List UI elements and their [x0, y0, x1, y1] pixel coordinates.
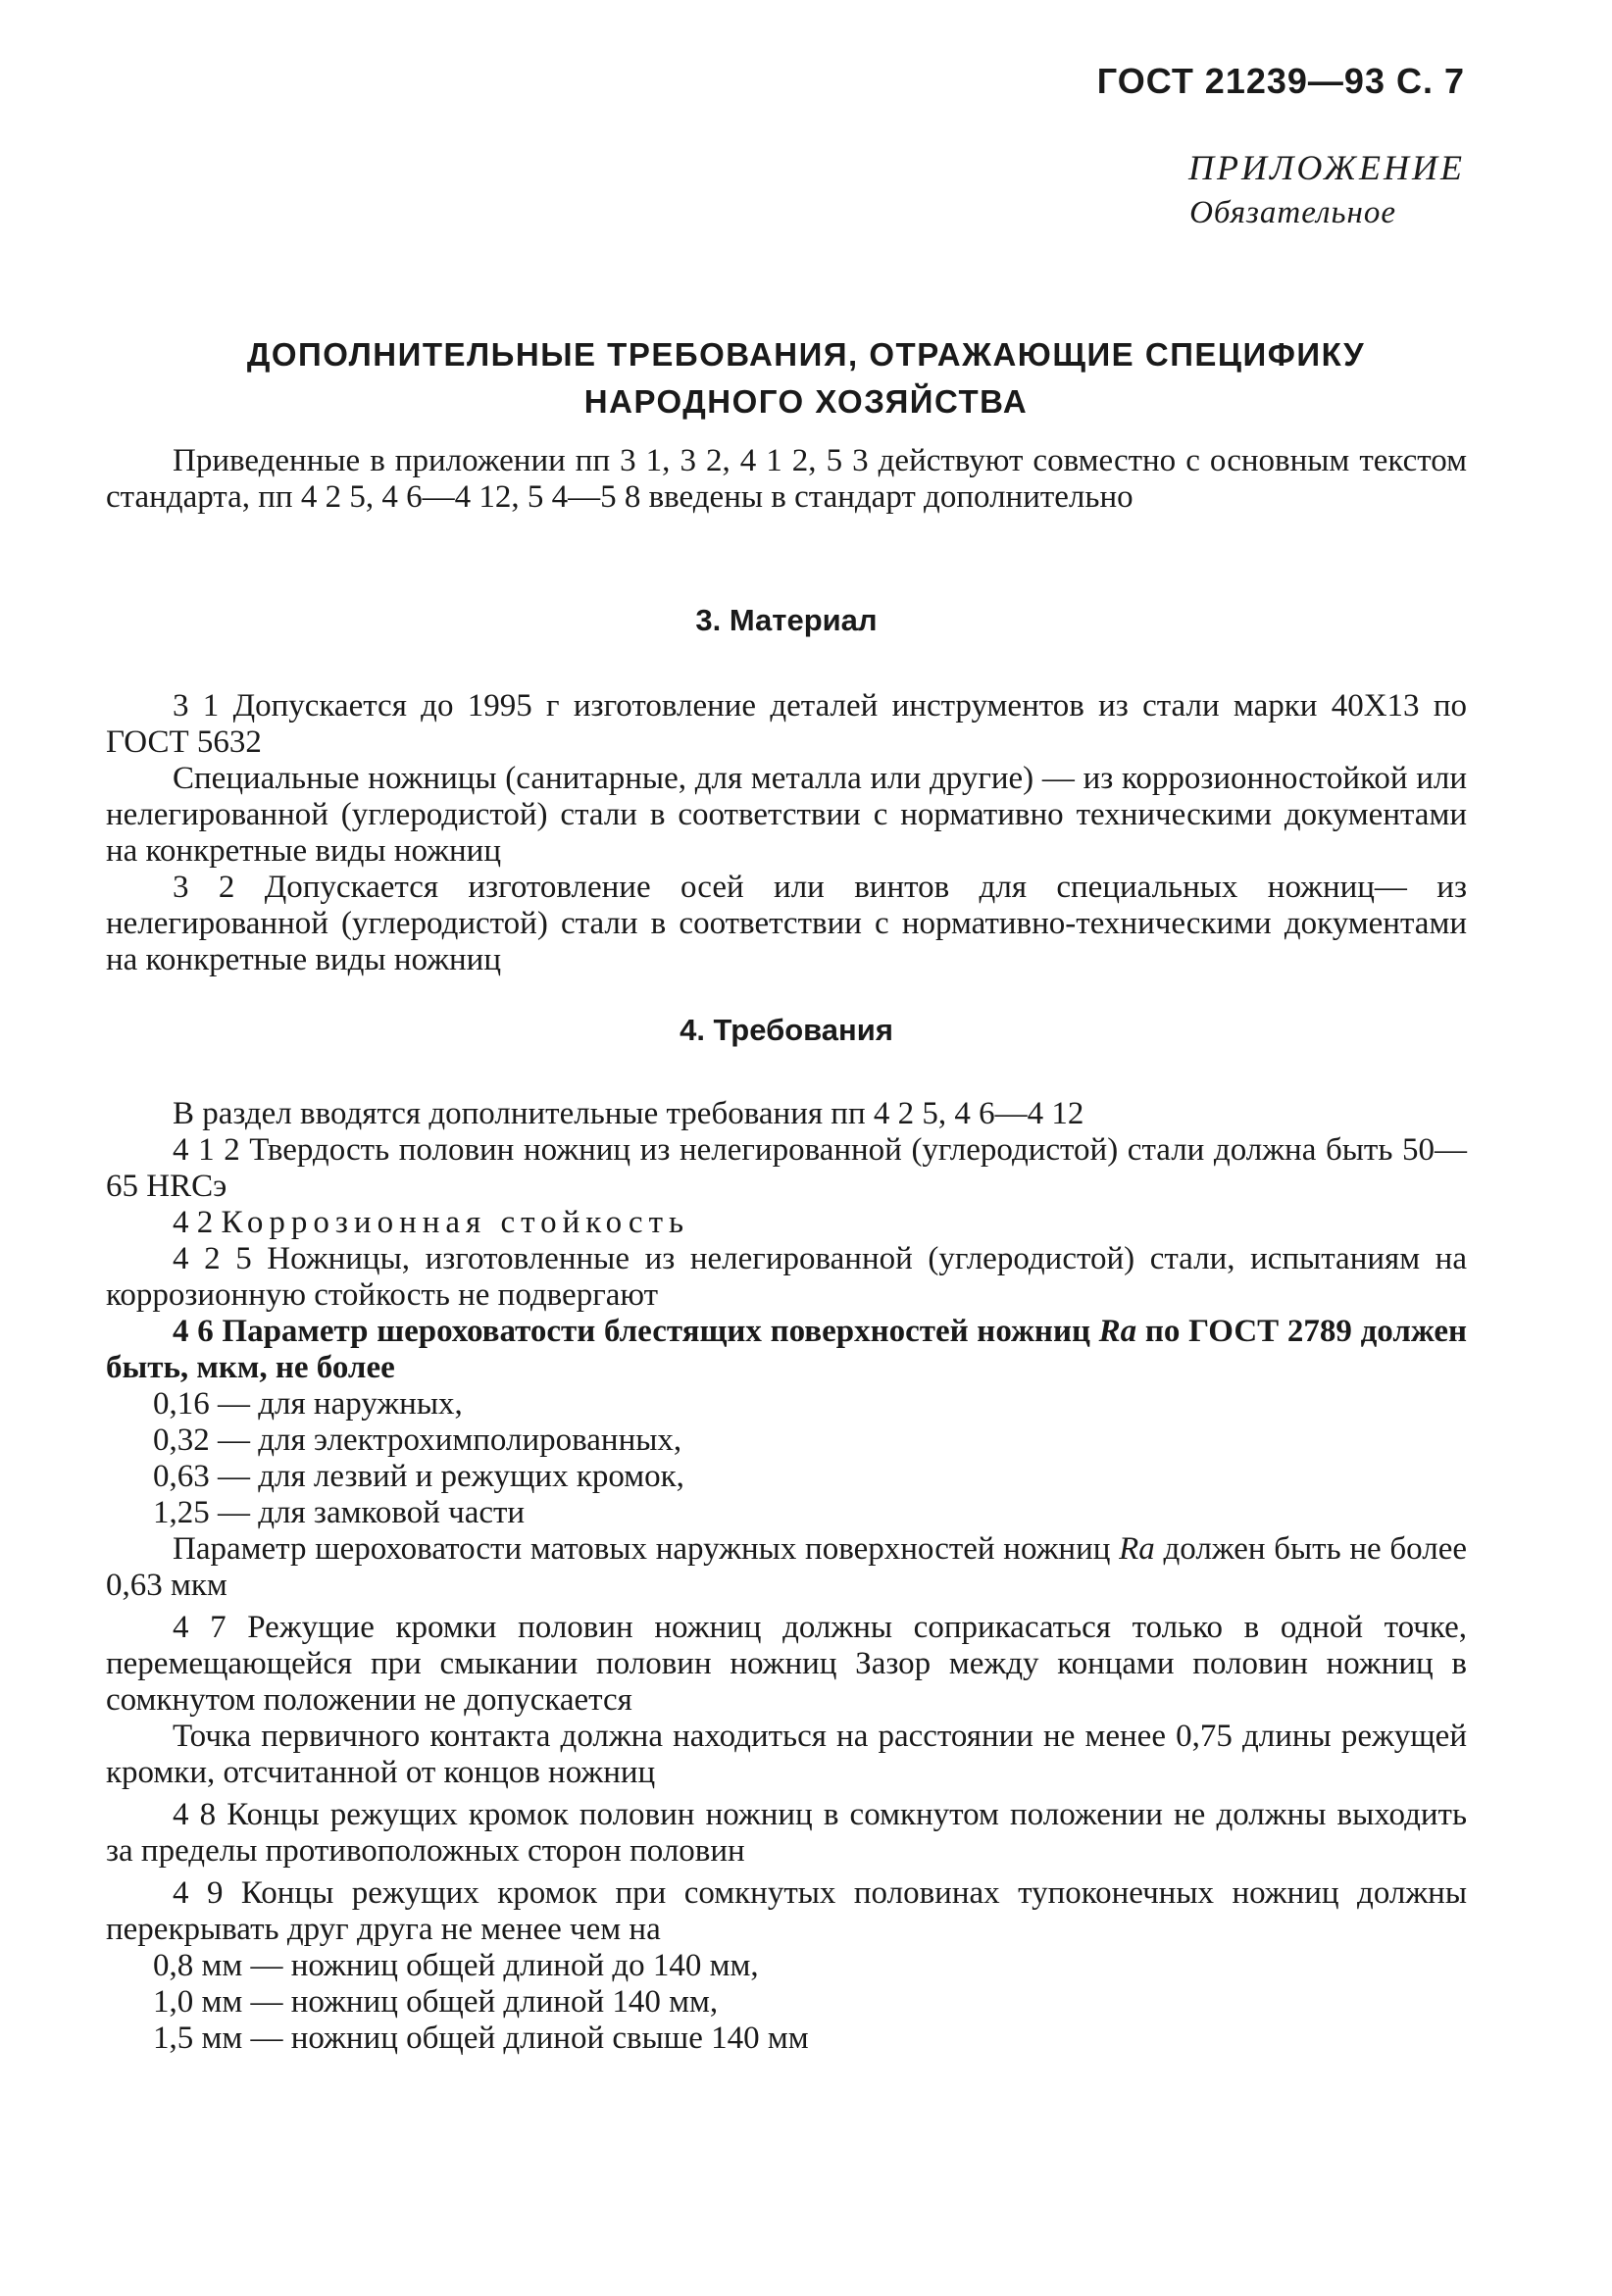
appendix-label	[1188, 145, 1465, 235]
clause-3-2: 3 2 Допускается изготовление осей или винтов для специальных ножниц— из нелегированной (углеродистой) стали в соответствии с нормативно-техническими документами на конкретные виды ножниц	[106, 870, 1467, 977]
list-item: 0,63 — для лезвий и режущих кромок,	[153, 1459, 684, 1494]
clause-4-6-text-a: 4 6 Параметр шероховатости блестящих поверхностей ножниц	[173, 1314, 1099, 1349]
section-4-body	[106, 1096, 1467, 2057]
appendix-type: Обязательное	[1189, 195, 1396, 230]
clause-4-1-2: 4 1 2 Твердость половин ножниц из нелегированной (углеродистой) стали должна быть 50—65 HRCэ	[106, 1132, 1467, 1204]
document-title-line-2: НАРОДНОГО ХОЗЯЙСТВА	[583, 383, 1029, 420]
clause-4-2	[106, 1205, 1467, 1241]
intro-block	[106, 443, 1467, 516]
clause-4-2-title: Коррозионная стойкость	[221, 1205, 690, 1240]
clause-4-2-5: 4 2 5 Ножницы, изготовленные из нелегированной (углеродистой) стали, испытаниям на коррозионную стойкость не подвергают	[106, 1241, 1467, 1313]
clause-4-6-matte-text-a: Параметр шероховатости матовых наружных поверхностей ножниц	[173, 1531, 1120, 1567]
document-title-line-1: ДОПОЛНИТЕЛЬНЫЕ ТРЕБОВАНИЯ, ОТРАЖАЮЩИЕ СПЕЦИФИКУ	[246, 336, 1366, 373]
section-3	[106, 602, 1467, 638]
list-item: 0,32 — для электрохимполированных,	[153, 1423, 682, 1458]
section-3-body	[106, 688, 1467, 978]
clause-4-6-matte-text-b: должен быть не более 0,63 мкм	[106, 1531, 1467, 1603]
clause-4-7: 4 7 Режущие кромки половин ножниц должны соприкасаться только в одной точке, перемещающейся при смыкании половин ножниц Зазор между концами половин ножниц в сомкнутом положении не допускается	[106, 1610, 1467, 1718]
list-item: 0,16 — для наружных,	[153, 1386, 463, 1422]
clause-3-1: 3 1 Допускается до 1995 г изготовление деталей инструментов из стали марки 40Х13 по ГОСТ 5632	[106, 688, 1467, 760]
list-item: 1,25 — для замковой части	[153, 1495, 526, 1530]
clause-4-9: 4 9 Концы режущих кромок при сомкнутых половинах тупоконечных ножниц должны перекрывать друг друга не менее чем на	[106, 1875, 1467, 1947]
list-item: 1,5 мм — ножниц общей длиной свыше 140 мм	[153, 2021, 809, 2056]
section-4	[106, 1012, 1467, 1048]
intro-paragraph: Приведенные в приложении пп 3 1, 3 2, 4 1 2, 5 3 действуют совместно с основным текстом стандарта, пп 4 2 5, 4 6—4 12, 5 4—5 8 введены в стандарт дополнительно	[106, 443, 1467, 515]
clause-4-7-contact: Точка первичного контакта должна находиться на расстоянии не менее 0,75 длины режущей кромки, отсчитанной от концов ножниц	[106, 1719, 1467, 1790]
clause-4-6-matte	[106, 1531, 1467, 1604]
section-3-title: 3. Материал	[695, 603, 878, 637]
list-item: 1,0 мм — ножниц общей длиной 140 мм,	[153, 1984, 719, 2020]
section-4-intro: В раздел вводятся дополнительные требования пп 4 2 5, 4 6—4 12	[173, 1096, 1084, 1131]
document-title	[0, 331, 1612, 425]
standard-page-header: ГОСТ 21239—93 С. 7	[1096, 61, 1465, 101]
clause-4-6	[106, 1314, 1467, 1386]
clause-4-6-matte-ra: Ra	[1119, 1531, 1155, 1567]
list-item: 0,8 мм — ножниц общей длиной до 140 мм,	[153, 1948, 759, 1983]
clause-4-6-ra: Ra	[1098, 1314, 1137, 1349]
clause-3-1-special: Специальные ножницы (санитарные, для металла или другие) — из коррозионностойкой или нелегированной (углеродистой) стали в соответствии с нормативно техническими документами на конкретные виды ножниц	[106, 761, 1467, 869]
section-4-title: 4. Требования	[680, 1013, 893, 1047]
appendix-title: ПРИЛОЖЕНИЕ	[1188, 148, 1465, 187]
clause-4-8: 4 8 Концы режущих кромок половин ножниц в сомкнутом положении не должны выходить за пределы противоположных сторон половин	[106, 1797, 1467, 1869]
clause-4-6-text-b: по ГОСТ 2789 должен быть, мкм, не более	[106, 1314, 1468, 1385]
clause-4-2-number: 4 2	[173, 1205, 214, 1240]
